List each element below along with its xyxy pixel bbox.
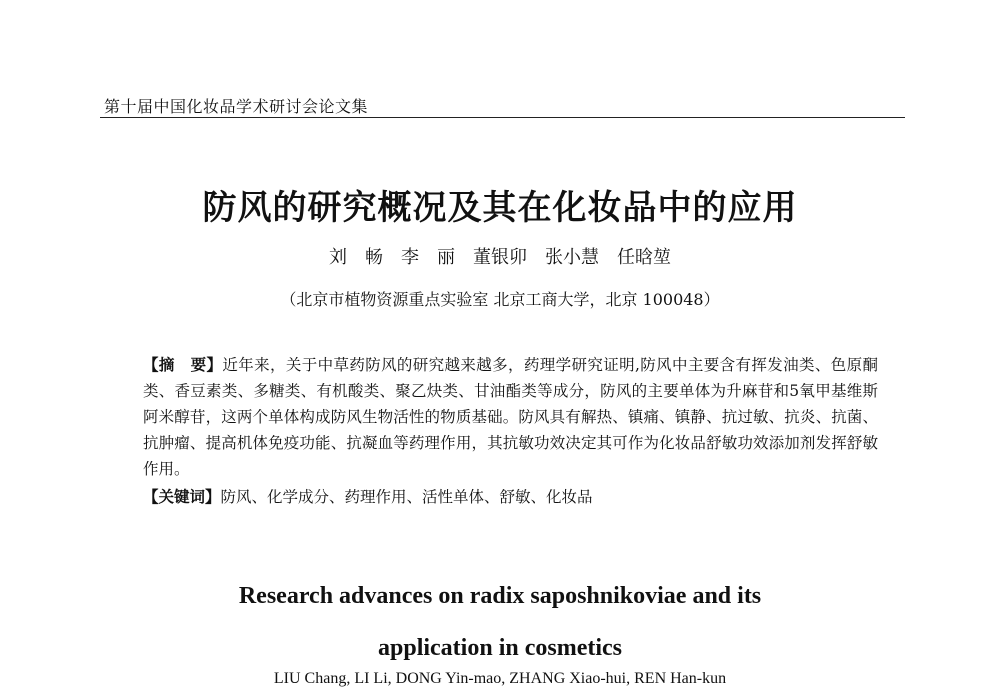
- author-list-cn: 刘 畅 李 丽 董银卯 张小慧 任晗堃: [329, 247, 671, 268]
- running-header: 第十届中国化妆品学术研讨会论文集: [104, 97, 369, 116]
- paper-title-cn: 防风的研究概况及其在化妆品中的应用: [202, 188, 798, 228]
- keywords-label: 【关键词】: [143, 488, 221, 506]
- paper-title-en: [0, 570, 1000, 674]
- title-en-line-2: application in cosmetics: [378, 635, 622, 661]
- abstract-label: 【摘 要】: [143, 356, 223, 374]
- affiliation-cn: （北京市植物资源重点实验室 北京工商大学，北京 100048）: [280, 290, 720, 309]
- abstract-paragraph: [143, 352, 878, 482]
- abstract-section: [143, 352, 878, 510]
- abstract-text: 近年来，关于中草药防风的研究越来越多，药理学研究证明,防风中主要含有挥发油类、色原酮类、香豆素类、多糖类、有机酸类、聚乙炔类、甘油酯类等成分，防风的主要单体为升麻苷和5氧甲基维斯阿米醇苷，这两个单体构成防风生物活性的物质基础。防风具有解热、镇痛、镇静、抗过敏、抗炎、抗菌、抗肿瘤、提高机体免疫功能、抗凝血等药理作用，其抗敏功效决定其可作为化妆品舒敏功效添加剂发挥舒敏作用。: [143, 356, 878, 478]
- title-en-line-1: Research advances on radix saposhnikoviae and its: [238, 583, 762, 609]
- author-list-en: LIU Chang, LI Li, DONG Yin-mao, ZHANG Xiao-hui, REN Han-kun: [273, 670, 727, 687]
- keywords-paragraph: [143, 484, 878, 510]
- header-rule: [100, 117, 905, 118]
- keywords-text: 防风、化学成分、药理作用、活性单体、舒敏、化妆品: [220, 488, 593, 506]
